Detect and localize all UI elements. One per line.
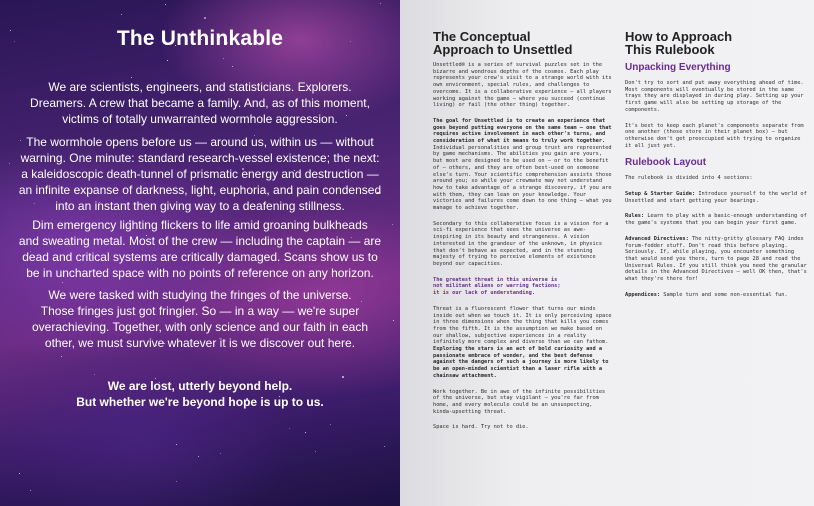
- rulebook-approach-column: [625, 30, 807, 298]
- bold-text: The goal for Unsettled is to create an experience that goes beyond putting everyone on the same team — one that requires active involvement in each other's turns, and consideration of what it means to truly work together.: [433, 117, 612, 145]
- item-label: Appendices:: [625, 291, 661, 298]
- left-page: [0, 0, 400, 506]
- body-paragraph: Unsettled® is a series of survival puzzles set in the bizarre and wondrous depths of the cosmos. Each play represents your crew's visit to a strange world with its own environment, special rules, and challenges to overcome. It is a collaborative experience — all players working against the game — where you succeed (continue living) or fail (the other thing) together.: [433, 62, 612, 109]
- right-page: [400, 0, 814, 506]
- text-line: into an instant then giving way to a deafening stillness.: [55, 199, 345, 213]
- star-decoration: [384, 446, 385, 447]
- item-label: Rules:: [625, 213, 645, 220]
- item-text: Learn to play with a basic-enough understanding of the game's systems that you can begin your first game.: [625, 213, 807, 227]
- callout-quote: [433, 277, 613, 297]
- body-paragraph: It's best to keep each planet's components separate from one another (those store in their planet box) — but otherwise don't get preoccupied with trying to organize it all just yet.: [625, 122, 804, 149]
- text-line: Those fringes just got fringier. So — in a way — we're super: [40, 304, 360, 318]
- text-line: But whether we're beyond hope is up to us.: [76, 395, 324, 409]
- intro-paragraph-3: [8, 217, 392, 281]
- text-line: The wormhole opens before us — around us, within us — without: [26, 135, 374, 149]
- text-line: dead and critical systems are critically damaged. Scans show us to: [22, 250, 378, 264]
- heading-line: Approach to Unsettled: [433, 42, 573, 57]
- section-item-setup: [625, 191, 807, 204]
- star-decoration: [19, 473, 20, 474]
- star-decoration: [94, 374, 95, 375]
- item-text: The nitty-gritty glossary FAQ index forum-fodder stuff. Don't read this before playing. Seriously. If, while playing, you encounter something that would send you there, turn to page 28 and read the Universal Rules. If you still think you need the granular details in the Advanced Directives — well OK then, that's what they're there for!: [625, 235, 807, 283]
- star-decoration: [305, 432, 306, 433]
- bold-text: Exploring the stars is an act of bold curiosity and a passionate embrace of wonder, and the best defense against the dangers of such a journey is more likely to be an open-minded scientist than a laser rifle with a chainsaw attachment.: [433, 346, 609, 379]
- star-decoration: [176, 444, 177, 445]
- heading-line: This Rulebook: [625, 42, 715, 57]
- subheading-layout: Rulebook Layout: [625, 157, 707, 169]
- star-decoration: [204, 17, 206, 19]
- text-line: overachieving. Together, with only science and our faith in each: [32, 320, 368, 334]
- star-decoration: [121, 14, 122, 15]
- star-decoration: [198, 456, 199, 457]
- item-label: Setup & Starter Guide:: [625, 191, 696, 198]
- section-item-advanced: [625, 236, 807, 283]
- text-line: be in uncharted space with no points of reference on any horizon.: [26, 266, 374, 280]
- star-decoration: [176, 481, 177, 482]
- text-line: victims of totally unwarranted wormhole aggression.: [62, 112, 338, 126]
- heading-line: The Conceptual: [433, 29, 531, 44]
- body-paragraph: Don't try to sort and put away everything ahead of time. Most components will eventually be stored in the same trays they are displayed in during play. Setting up your first game will also be setting up storage of the components.: [625, 80, 804, 113]
- text-line: We are lost, utterly beyond help.: [107, 379, 293, 393]
- text-line: Dim emergency lighting flickers to life amid groaning bulkheads: [32, 218, 368, 232]
- body-paragraph: Secondary to this collaborative focus is a vision for a sci-fi experience that sees the universe as awe-inspiring in its beauty and strangeness. A vision interested in the grandeur of the unknown, in physics that don't behave as expected, and in the stunning majesty of trying to perceive elements of existence beyond our capacities.: [433, 220, 609, 267]
- intro-paragraph-4: [8, 287, 392, 351]
- text-line: other, we must survive whatever it is we discover out here.: [44, 336, 356, 350]
- star-decoration: [232, 66, 233, 67]
- closing-statement: [8, 378, 392, 410]
- body-paragraph: [433, 306, 613, 380]
- text-line: and sweating metal. Most of the crew — including the captain — are: [18, 234, 382, 248]
- star-decoration: [30, 490, 31, 491]
- star-decoration: [330, 424, 331, 425]
- star-decoration: [393, 320, 394, 321]
- text-line: an infinite expanse of darkness, light, euphoria, and pain condensed: [18, 183, 382, 197]
- body-text: Threat is a fluorescent flower that turns our minds inside out when we touch it. It is only perceiving space in three dimensions when the thing that kills you comes from the fifth. It is the assumption we make based on our shallow, subjective experiences in a reality infinitely more complex and diverse than we can fathom.: [433, 305, 612, 346]
- star-decoration: [223, 58, 224, 59]
- callout-line: not militant aliens or warring factions;: [433, 283, 561, 290]
- conceptual-approach-column: [433, 30, 613, 431]
- star-decoration: [167, 60, 168, 61]
- body-paragraph: Space is hard. Try not to die.: [433, 424, 529, 431]
- star-decoration: [62, 282, 63, 283]
- star-decoration: [392, 224, 393, 225]
- text-line: a kaleidoscopic death-tunnel of prismatic energy and destruction —: [21, 167, 379, 181]
- body-paragraph: [433, 118, 613, 212]
- star-decoration: [165, 4, 166, 5]
- item-text: Sample turn and some non-essential fun.: [660, 291, 788, 298]
- star-decoration: [289, 428, 290, 429]
- heading-line: How to Approach: [625, 29, 733, 44]
- section-heading: [625, 30, 807, 56]
- star-decoration: [61, 356, 62, 357]
- item-label: Advanced Directives:: [625, 235, 689, 242]
- intro-paragraph-2: [8, 134, 392, 214]
- body-paragraph: Work together. Be in awe of the infinite possibilities of the universe, but stay vigilant — you're far from home, and every molecule could be an unsuspecting, kinda-upsetting threat.: [433, 388, 606, 415]
- page-title: The Unthinkable: [116, 27, 284, 50]
- item-text: Introduce yourself to the world of Unsettled and start getting your bearings.: [625, 191, 807, 204]
- body-paragraph: The rulebook is divided into 4 sections:: [625, 175, 753, 182]
- section-item-appendices: [625, 292, 807, 299]
- star-decoration: [131, 77, 132, 78]
- body-text: Individual personalities and group trust are represented by game mechanisms. The abilities you gain are yours, but most are designed to be used on — or to the benefit of — others, and they are often best-used on someone else's turn. Your scientific comprehension assists those around you; so while your crewmate may not understand how to take advantage of a strange discovery, if you are with them, they can lean on your knowledge. Your victories and failures come down to one thing — what you manage to achieve together.: [433, 144, 612, 212]
- text-line: We are scientists, engineers, and statisticians. Explorers.: [48, 80, 352, 94]
- intro-paragraph-1: [8, 79, 392, 127]
- callout-line: The greatest threat in this universe is: [433, 276, 558, 283]
- section-heading: [433, 30, 613, 56]
- text-line: warning. One minute: standard research-vessel existence; the next:: [20, 151, 380, 165]
- section-item-rules: [625, 213, 807, 226]
- star-decoration: [315, 451, 316, 452]
- text-line: We were tasked with studying the fringes of the universe.: [48, 288, 352, 302]
- callout-line: it is our lack of understanding.: [433, 290, 536, 297]
- subheading-unpacking: Unpacking Everything: [625, 62, 731, 73]
- star-decoration: [220, 453, 221, 454]
- text-line: Dreamers. A crew that became a family. And, as of this moment,: [30, 96, 370, 110]
- star-decoration: [380, 3, 381, 4]
